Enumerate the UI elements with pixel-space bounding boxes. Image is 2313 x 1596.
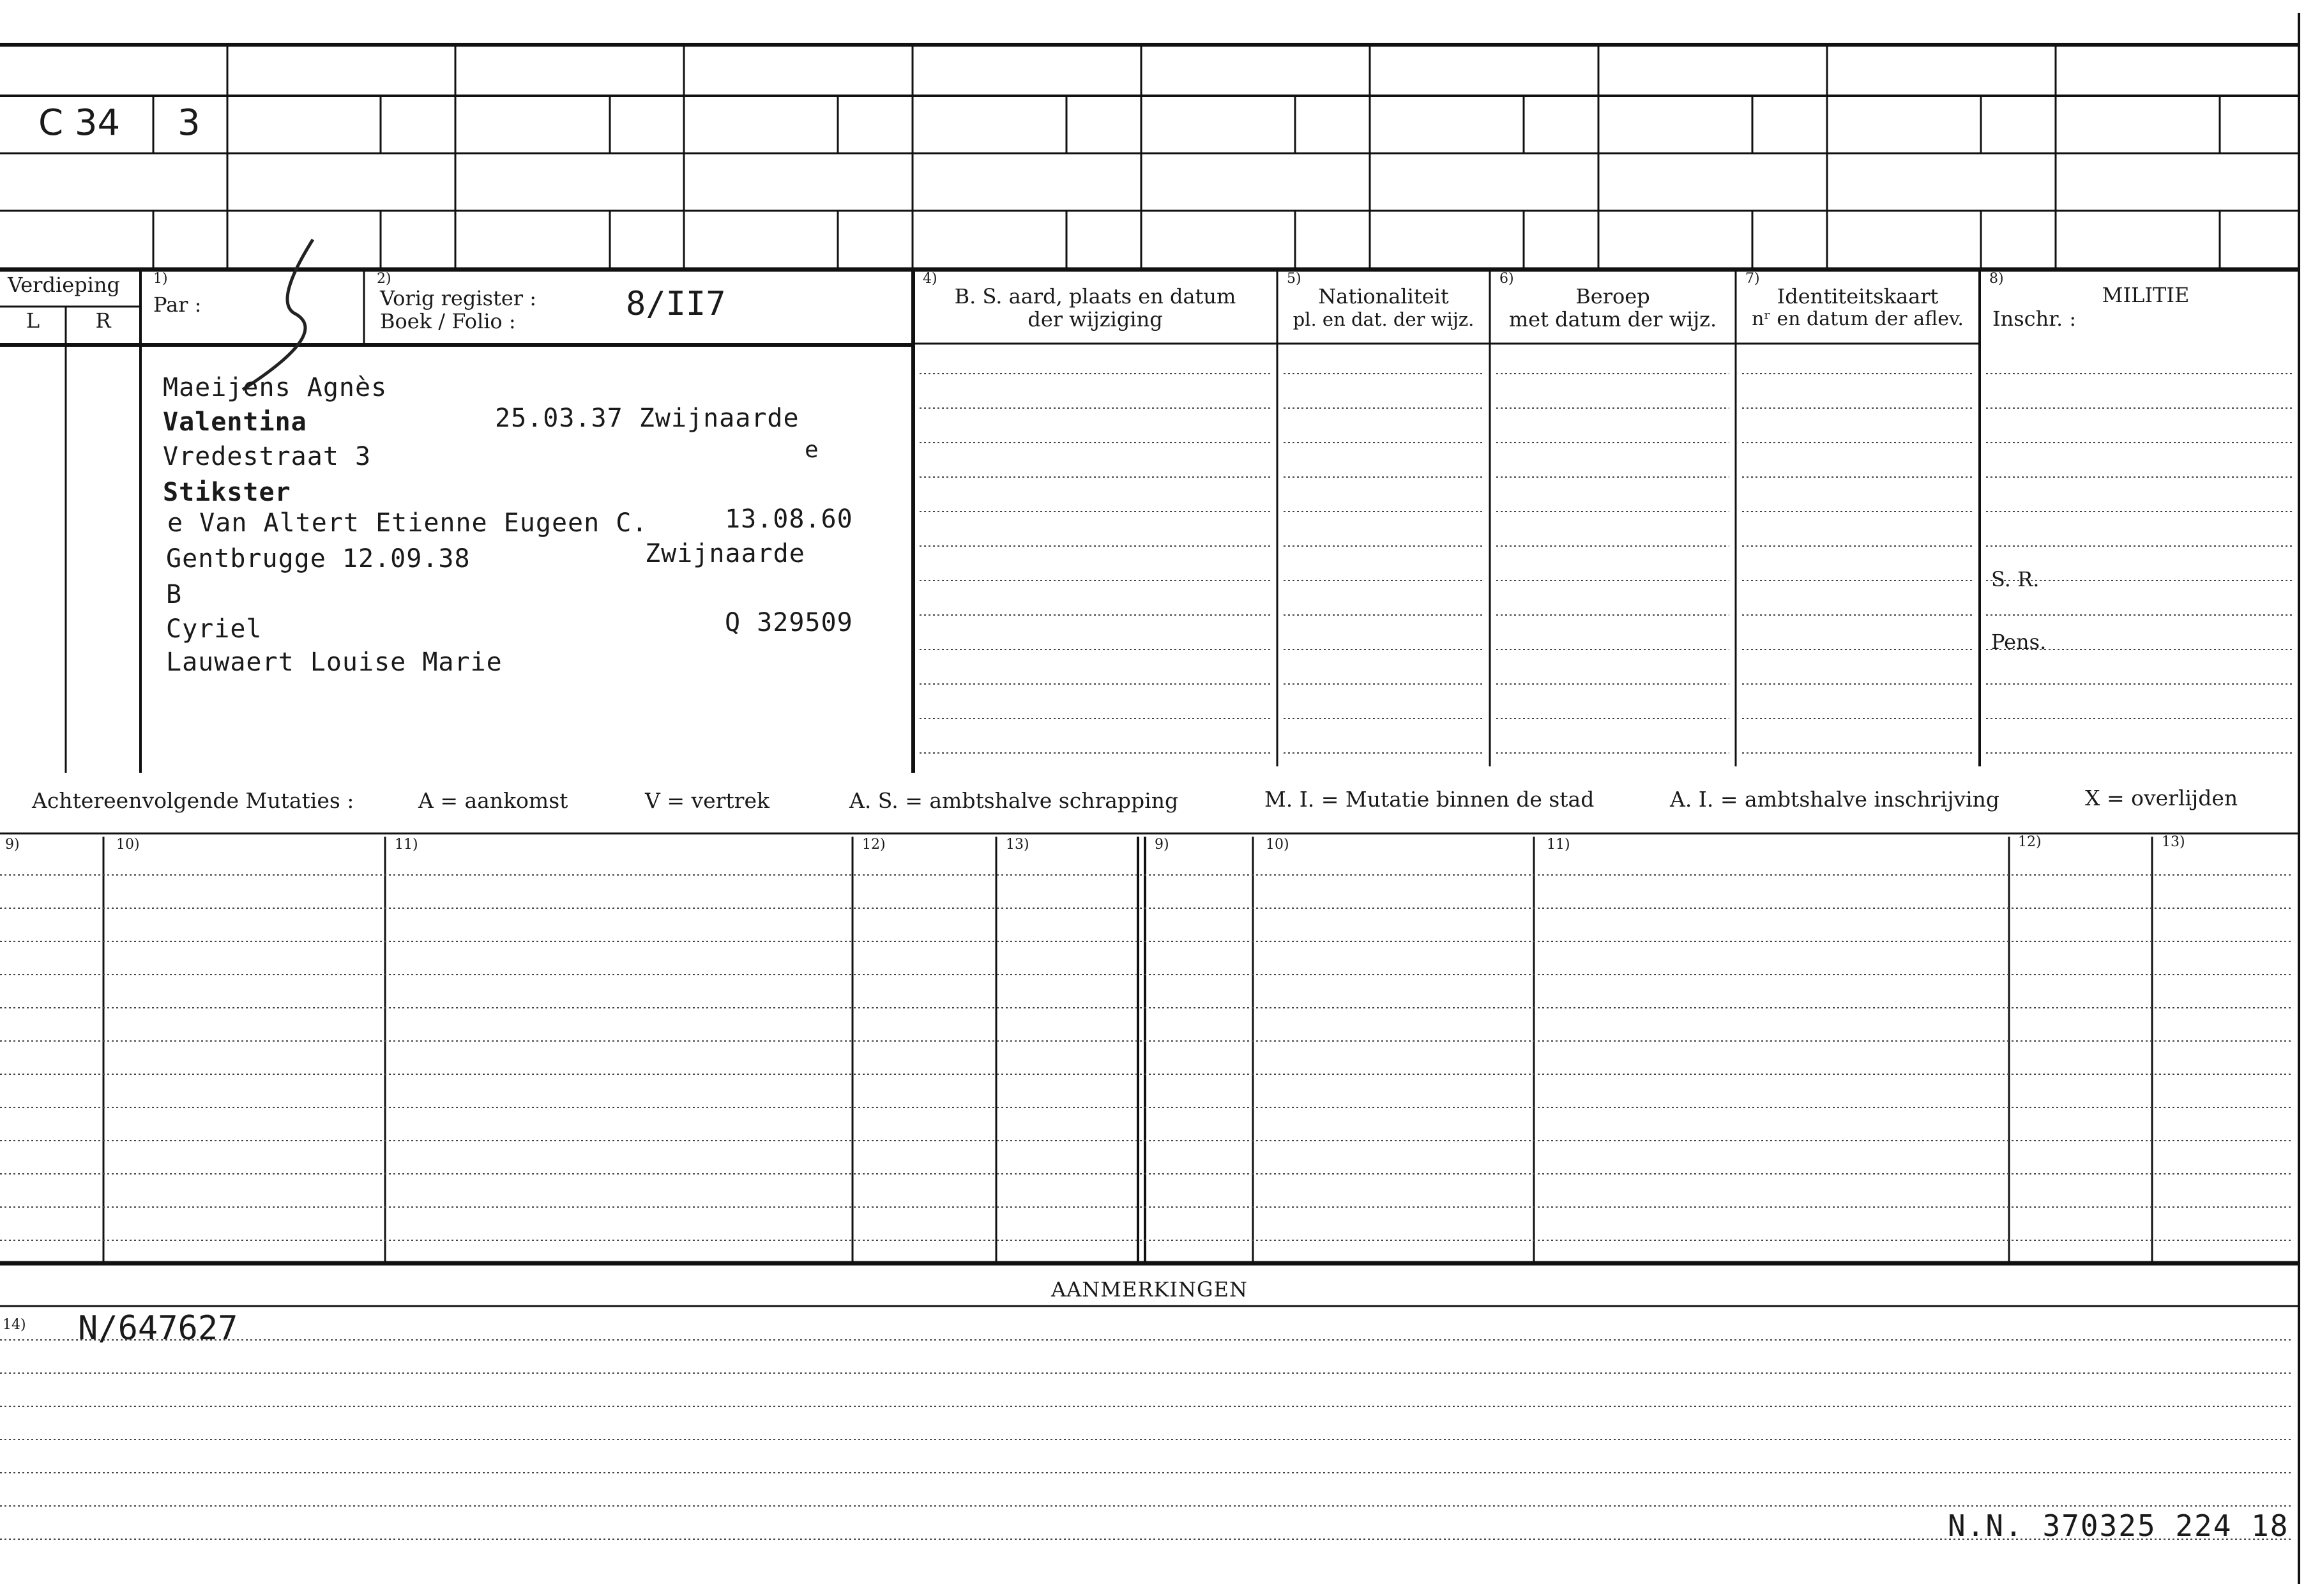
n1-label: 1) (153, 271, 168, 287)
pens-label: Pens. (1991, 630, 2047, 654)
n2-label: 2) (377, 271, 391, 287)
mut-col-number: 12) (862, 837, 886, 853)
mutaties-label: Achtereenvolgende Mutaties : (32, 788, 354, 813)
person-line3-e: e (805, 437, 819, 463)
person-line3: Vredestraat 3 (163, 442, 372, 471)
id-line1: Identiteitskaart (1777, 284, 1939, 308)
militie-label: MILITIE (2102, 283, 2190, 307)
par-label: Par : (153, 293, 202, 317)
person-line2-date: 25.03.37 Zwijnaarde (495, 404, 800, 433)
mutatie-ai: A. I. = ambtshalve inschrijving (1670, 787, 2000, 812)
n4-label: 4) (923, 271, 937, 287)
r-label: R (95, 308, 111, 333)
vorig-register-label: Vorig register : (380, 286, 537, 310)
mutatie-as: A. S. = ambtshalve schrapping (849, 788, 1179, 813)
person-line9: Lauwaert Louise Marie (166, 648, 503, 677)
n7-label: 7) (1745, 271, 1760, 287)
mut-col-number: 10) (1266, 837, 1289, 853)
n5-label: 5) (1287, 271, 1301, 287)
mutatie-mi: M. I. = Mutatie binnen de stad (1264, 787, 1595, 812)
person-line1: Maeijens Agnès (163, 373, 388, 402)
mut-col-number: 9) (1155, 837, 1169, 853)
person-line5-date: 13.08.60 (725, 505, 853, 534)
person-line6-place: Zwijnaarde (645, 539, 805, 568)
mutatie-x: X = overlijden (2085, 786, 2238, 810)
bs-line2: der wijziging (1028, 307, 1163, 331)
inschr-label: Inschr. : (1992, 307, 2077, 331)
person-line8: Cyriel (166, 614, 262, 644)
person-line7: B (166, 580, 183, 609)
person-line4: Stikster (163, 478, 291, 507)
person-line2-name: Valentina (163, 407, 307, 437)
mut-col-number: 9) (5, 837, 20, 853)
n14-label: 14) (3, 1317, 26, 1333)
verdieping-label: Verdieping (8, 273, 120, 297)
person-line8-code: Q 329509 (725, 608, 853, 637)
l-label: L (26, 308, 40, 333)
mutatie-a: A = aankomst (418, 788, 568, 813)
nat-line1: Nationaliteit (1318, 284, 1449, 308)
aanmerkingen-value: N/647627 (78, 1309, 238, 1348)
par-handwritten-mark (243, 239, 313, 390)
boek-folio-label: Boek / Folio : (380, 309, 516, 333)
mut-col-number: 11) (395, 837, 418, 853)
national-number: N.N. 370325 224 18 (1948, 1509, 2289, 1543)
nat-line2: pl. en dat. der wijz. (1293, 308, 1475, 330)
bs-line1: B. S. aard, plaats en datum (954, 284, 1236, 308)
boek-folio-value: 8/II7 (626, 285, 726, 323)
c-code: C 34 (38, 102, 121, 144)
aanmerkingen-title: AANMERKINGEN (1051, 1277, 1248, 1302)
person-line6: Gentbrugge 12.09.38 (166, 544, 471, 574)
mut-col-number: 11) (1547, 837, 1570, 853)
id-line2: nʳ en datum der aflev. (1752, 308, 1964, 330)
n8-label: 8) (1989, 271, 2004, 287)
n6-label: 6) (1499, 271, 1514, 287)
beroep-line2: met datum der wijz. (1508, 307, 1717, 331)
c-number: 3 (178, 102, 201, 144)
person-line5: e Van Altert Etienne Eugeen C. (167, 508, 648, 538)
sr-label: S. R. (1991, 567, 2040, 591)
beroep-line1: Beroep (1575, 284, 1650, 308)
mutatie-v: V = vertrek (645, 788, 770, 813)
mut-col-number: 13) (2162, 834, 2185, 850)
mut-col-number: 12) (2018, 834, 2042, 850)
mut-col-number: 10) (116, 837, 140, 853)
mut-col-number: 13) (1006, 837, 1029, 853)
